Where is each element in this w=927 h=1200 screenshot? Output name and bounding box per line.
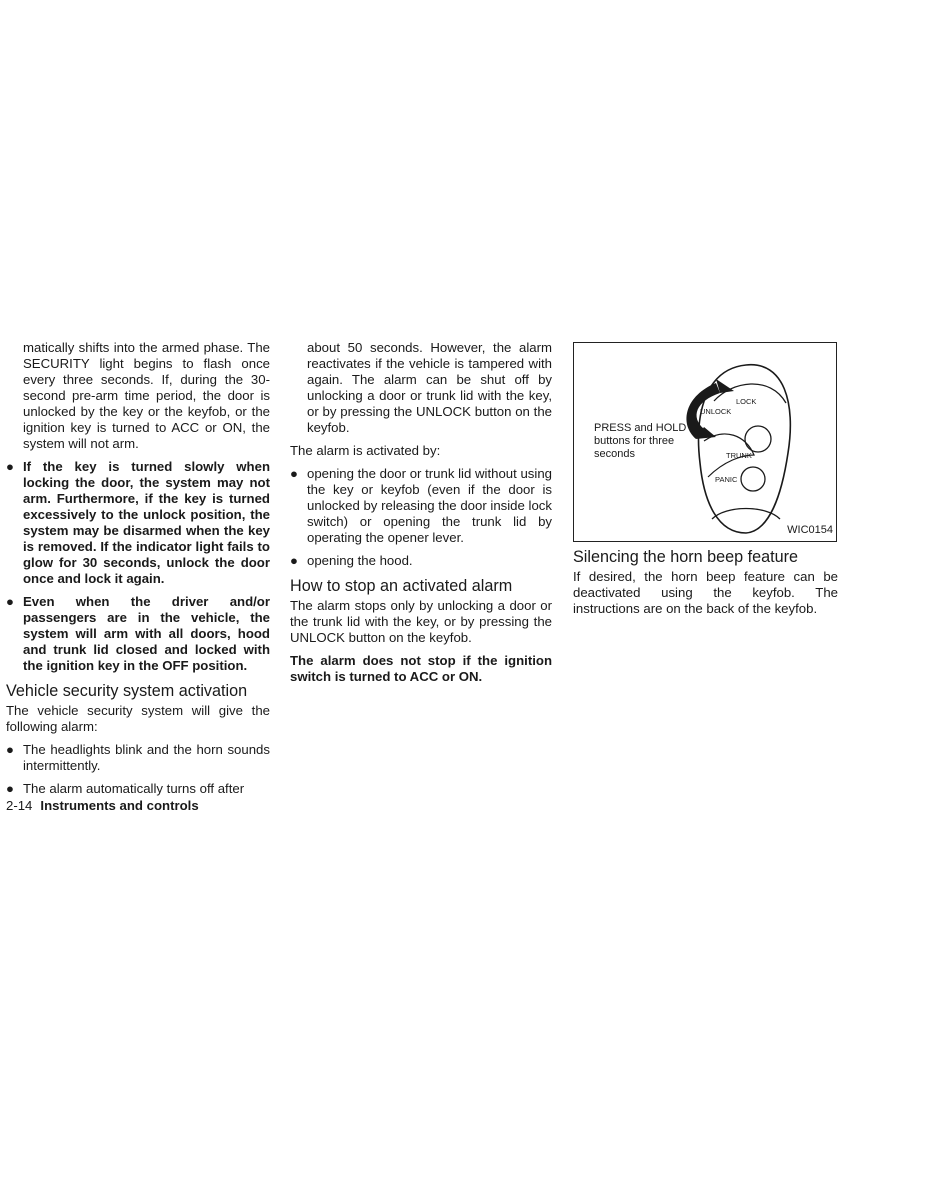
column-3 <box>573 340 838 617</box>
bullet-icon: ● <box>6 781 14 796</box>
stop-alarm-paragraph: The alarm stops only by unlocking a door or the trunk lid with the key, or by pressing the UNLOCK button on the keyfob. <box>290 598 552 645</box>
continued-paragraph: matically shifts into the armed phase. The SECURITY light begins to flash once every three seconds. If, during the 30-second pre-arm time period, the door is unlocked by the key or the keyfob, or the ignition key is turned to ACC or ON, the system will not arm. <box>23 340 270 451</box>
bullet-icon: ● <box>290 466 298 481</box>
bullet-text: opening the hood. <box>307 553 413 568</box>
bullet-item-key-turn-warning <box>6 459 270 587</box>
bullet-icon: ● <box>6 742 14 757</box>
bullet-text: The headlights blink and the horn sounds intermittently. <box>23 742 270 773</box>
page-number: 2-14 <box>6 798 33 813</box>
bullet-icon: ● <box>6 459 14 474</box>
bullet-item-occupants-warning <box>6 594 270 674</box>
bullet-text: The alarm automatically turns off after <box>23 781 245 796</box>
section-title: Instruments and controls <box>40 798 199 813</box>
figure-caption: PRESS and HOLD buttons for three seconds <box>594 422 687 460</box>
activation-intro: The vehicle security system will give the following alarm: <box>6 703 270 734</box>
bullet-text: opening the door or trunk lid without using the key or keyfob (even if the door is unlocked by releasing the door inside lock switch) or opening the trunk lid by operating the opener lever. <box>307 466 552 545</box>
page-footer <box>6 798 199 814</box>
figure-code: WIC0154 <box>787 524 833 536</box>
bullet-icon: ● <box>6 594 14 609</box>
bullet-item-opening-door <box>290 466 552 546</box>
section-heading-activation: Vehicle security system activation <box>6 682 248 700</box>
column-2 <box>290 340 552 685</box>
bullet-item-opening-hood <box>290 553 552 569</box>
ignition-warning: The alarm does not stop if the ignition switch is turned to ACC or ON. <box>290 653 552 684</box>
section-heading-stop-alarm: How to stop an activated alarm <box>290 577 513 595</box>
continued-paragraph: about 50 seconds. However, the alarm reactivates if the vehicle is tampered with again. The alarm can be shut off by unlocking a door or trunk lid with the key, or by pressing the UNLOCK button on the keyfob. <box>307 340 552 435</box>
bullet-text: If the key is turned slowly when locking the door, the system may not arm. Furthermore, if the key is turned excessively to the unlock position, the system may be disarmed when the key is removed. If the indicator light fails to glow for 30 seconds, unlock the door once and lock it again. <box>23 459 270 586</box>
column-1 <box>6 340 270 797</box>
unlock-button-label: UNLOCK <box>700 407 732 416</box>
lock-button-label: LOCK <box>736 397 757 406</box>
horn-beep-paragraph: If desired, the horn beep feature can be deactivated using the keyfob. The instructions are on the back of the keyfob. <box>573 569 838 616</box>
section-heading-horn-beep: Silencing the horn beep feature <box>573 548 798 566</box>
panic-button-label: PANIC <box>715 475 738 484</box>
bullet-item-auto-off <box>6 781 270 797</box>
bullet-item-headlights <box>6 742 270 774</box>
activated-by-label: The alarm is activated by: <box>290 443 441 458</box>
bullet-text: Even when the driver and/or passengers are in the vehicle, the system will arm with all doors, hood and trunk lid closed and locked with the ignition key in the OFF position. <box>23 594 270 673</box>
bullet-icon: ● <box>290 553 298 568</box>
trunk-button-label: TRUNK <box>726 451 752 460</box>
